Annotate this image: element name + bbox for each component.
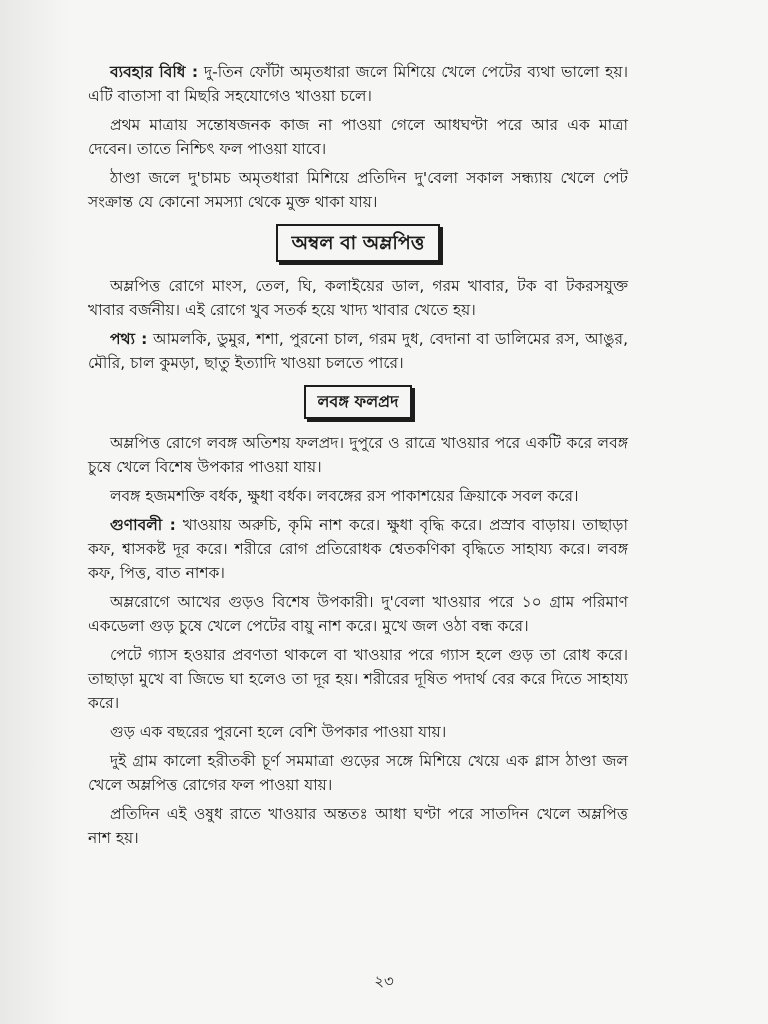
- paragraph-gas: পেটে গ্যাস হওয়ার প্রবণতা থাকলে বা খাওয়ার পরে গ্যাস হলে গুড় তা রোধ করে। তাছাড়া মুখে বা জিভে ঘা হলেও তা দূর হয়। শরীরের দূষিত পদার্থ বের করে দিতে সাহায্য করে।: [88, 646, 628, 712]
- paragraph-diet: [88, 327, 628, 375]
- qualities-lead: গুণাবলী :: [110, 516, 176, 534]
- paragraph-usage: [88, 60, 628, 108]
- diet-text: আমলকি, ডুমুর, শশা, পুরনো চাল, গরম দুধ, বেদানা বা ডালিমের রস, আঙুর, মৌরি, চাল কুমড়া, ছাতু ইত্যাদি খাওয়া চলতে পারে।: [88, 330, 629, 372]
- paragraph-cold-water: ঠাণ্ডা জলে দু'চামচ অমৃতধারা মিশিয়ে প্রতিদিন দু'বেলা সকাল সন্ধ্যায় খেলে পেট সংক্রান্ত যে কোনো সমস্যা থেকে মুক্ত থাকা যায়।: [88, 169, 628, 211]
- paragraph-old-jaggery: গুড় এক বছরের পুরনো হলে বেশি উপকার পাওয়া যায়।: [110, 723, 447, 741]
- qualities-text: খাওয়ায় অরুচি, কৃমি নাশ করে। ক্ষুধা বৃদ্ধি করে। প্রস্রাব বাড়ায়। তাছাড়া কফ, শ্বাসকষ্ট দূর করে। শরীরে রোগ প্রতিরোধক শ্বেতকণিকা বৃদ্ধিতে সাহায্য করে। লবঙ্গ কফ, পিত্ত, বাত নাশক।: [88, 516, 628, 582]
- usage-lead: ব্যবহার বিধি :: [110, 63, 199, 81]
- heading-wrap-clove: [88, 385, 628, 419]
- paragraph-qualities: [88, 513, 628, 585]
- usage-text: দু-তিন ফোঁটা অমৃতধারা জলে মিশিয়ে খেলে পেটের ব্যথা ভালো হয়। এটি বাতাসা বা মিছরি সহযোগেও খাওয়া চলে।: [88, 63, 628, 105]
- paragraph-acidity-avoid: অম্লপিত্ত রোগে মাংস, তেল, ঘি, কলাইয়ের ডাল, গরম খাবার, টক বা টকরসযুক্ত খাবার বর্জনীয়। এই রোগে খুব সতর্ক হয়ে খাদ্য খাবার খেতে হয়।: [88, 277, 628, 319]
- paragraph-clove-digestion: লবঙ্গ হজমশক্তি বর্ধক, ক্ষুধা বর্ধক। লবঙ্গের রস পাকাশয়ের ক্রিয়াকে সবল করে।: [110, 487, 579, 505]
- page-content: [88, 60, 628, 855]
- paragraph-dose: প্রথম মাত্রায় সন্তোষজনক কাজ না পাওয়া গেলে আধঘণ্টা পরে আর এক মাত্রা দেবেন। তাতে নিশ্চিৎ ফল পাওয়া যাবে।: [88, 116, 628, 158]
- heading-acidity: অম্বল বা অম্লপিত্ত: [276, 224, 441, 262]
- heading-clove: লবঙ্গ ফলপ্রদ: [304, 385, 413, 419]
- paragraph-daily: প্রতিদিন এই ওষুধ রাতে খাওয়ার অন্ততঃ আধা ঘণ্টা পরে সাতদিন খেলে অম্লপিত্ত নাশ হয়।: [88, 805, 628, 847]
- paragraph-jaggery: অম্লরোগে আখের গুড়ও বিশেষ উপকারী। দু'বেলা খাওয়ার পরে ১০ গ্রাম পরিমাণ একডেলা গুড় চুষে খেলে পেটের বায়ু নাশ করে। মুখে জল ওঠা বন্ধ করে।: [88, 593, 628, 635]
- page-number: ২৩: [374, 972, 394, 990]
- paragraph-haritaki: দুই গ্রাম কালো হরীতকী চূর্ণ সমমাত্রা গুড়ের সঙ্গে মিশিয়ে খেয়ে এক গ্লাস ঠাণ্ডা জল খেলে অম্লপিত্ত রোগের ফল পাওয়া যায়।: [88, 752, 628, 794]
- heading-wrap-acidity: [88, 224, 628, 262]
- diet-lead: পথ্য :: [110, 330, 148, 348]
- paragraph-clove-effective: অম্লপিত্ত রোগে লবঙ্গ অতিশয় ফলপ্রদ। দুপুরে ও রাত্রে খাওয়ার পরে একটি করে লবঙ্গ চুষে খেলে বিশেষ উপকার পাওয়া যায়।: [88, 434, 628, 476]
